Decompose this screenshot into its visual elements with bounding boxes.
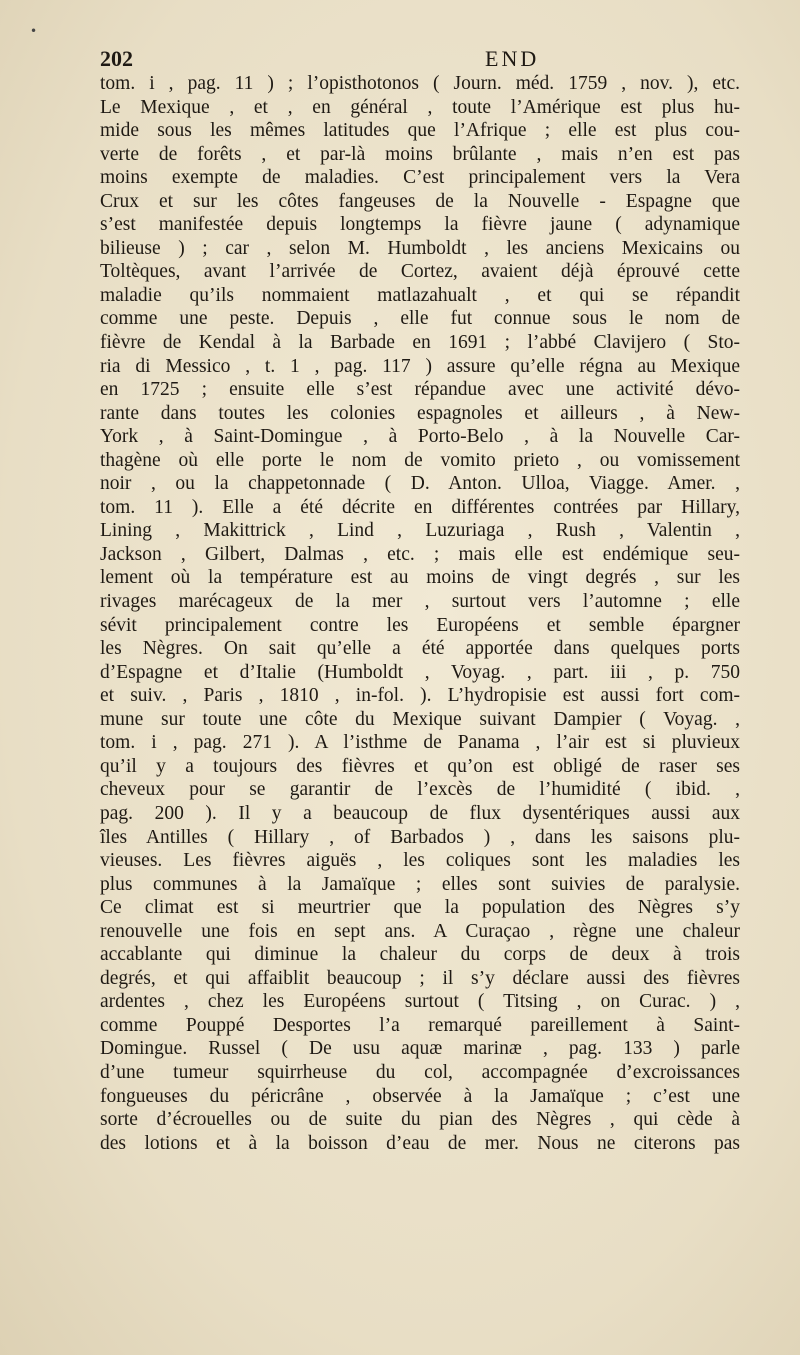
text-line: bilieuse ) ; car , selon M. Humboldt , les anciens Mexicains ou (100, 237, 740, 259)
text-line: Ce climat est si meurtrier que la population des Nègres s’y (100, 897, 740, 919)
text-line: tom. 11 ). Elle a été décrite en différentes contrées par Hillary, (100, 496, 740, 518)
text-line: tom. i , pag. 271 ). A l’isthme de Panama , l’air est si pluvieux (100, 732, 740, 754)
text-line: vieuses. Les fièvres aiguës , les coliques sont les maladies les (100, 850, 740, 872)
text-line: les Nègres. On sait qu’elle a été apportée dans quelques ports (100, 638, 740, 660)
text-line: tom. i , pag. 11 ) ; l’opisthotonos ( Journ. méd. 1759 , nov. ), etc. (100, 73, 740, 94)
text-line: moins exempte de maladies. C’est principalement vers la Vera (100, 167, 740, 189)
text-line: ria di Messico , t. 1 , pag. 117 ) assure qu’elle régna au Mexique (100, 355, 740, 377)
text-line: rante dans toutes les colonies espagnoles et ailleurs , à New- (100, 402, 740, 424)
text-line: et suiv. , Paris , 1810 , in-fol. ). L’hydropisie est aussi fort com- (100, 685, 740, 707)
text-line: mune sur toute une côte du Mexique suivant Dampier ( Voyag. , (100, 708, 740, 730)
text-line: Lining , Makittrick , Lind , Luzuriaga , Rush , Valentin , (100, 520, 740, 542)
text-line: s’est manifestée depuis longtemps la fièvre jaune ( adynamique (100, 214, 740, 236)
ink-speck: • (30, 24, 38, 38)
text-line: Crux et sur les côtes fangeuses de la Nouvelle - Espagne que (100, 190, 740, 212)
text-line: en 1725 ; ensuite elle s’est répandue avec une activité dévo- (100, 379, 740, 401)
text-line: fièvre de Kendal à la Barbade en 1691 ; l’abbé Clavijero ( Sto- (100, 332, 740, 354)
text-line: thagène où elle porte le nom de vomito prieto , ou vomissement (100, 449, 740, 471)
text-line: Jackson , Gilbert, Dalmas , etc. ; mais elle est endémique seu- (100, 543, 740, 565)
text-line: fongueuses du péricrâne , observée à la Jamaïque ; c’est une (100, 1085, 740, 1107)
text-line: d’une tumeur squirrheuse du col, accompagnée d’excroissances (100, 1061, 740, 1083)
text-line: degrés, et qui affaiblit beaucoup ; il s’y déclare aussi des fièvres (100, 967, 740, 989)
text-line: Le Mexique , et , en général , toute l’Amérique est plus hu- (100, 96, 740, 118)
text-line: cheveux pour se garantir de l’excès de l’humidité ( ibid. , (100, 779, 740, 801)
text-line: accablante qui diminue la chaleur du corps de deux à trois (100, 944, 740, 966)
text-line: lement où la température est au moins de vingt degrés , sur les (100, 567, 740, 589)
text-line: noir , ou la chappetonnade ( D. Anton. Ulloa, Viagge. Amer. , (100, 473, 740, 495)
text-line: îles Antilles ( Hillary , of Barbados ) , dans les saisons plu- (100, 826, 740, 848)
text-line: d’Espagne et d’Italie (Humboldt , Voyag. , part. iii , p. 750 (100, 661, 740, 683)
page-number: 202 (100, 46, 133, 71)
text-line: Toltèques, avant l’arrivée de Cortez, avaient déjà éprouvé cette (100, 261, 740, 283)
text-line: pag. 200 ). Il y a beaucoup de flux dysentériques aussi aux (100, 802, 740, 824)
text-line: sévit principalement contre les Européens et semble épargner (100, 614, 740, 636)
text-line: maladie qu’ils nommaient matlazahualt , et qui se répandit (100, 284, 740, 306)
body-text (100, 72, 740, 1155)
running-head-word: END (485, 46, 540, 71)
text-line: ardentes , chez les Européens surtout ( Titsing , on Curac. ) , (100, 991, 740, 1013)
text-line: des lotions et à la boisson d’eau de mer. Nous ne citerons pas (100, 1132, 740, 1154)
text-line: Domingue. Russel ( De usu aquæ marinæ , pag. 133 ) parle (100, 1038, 740, 1060)
text-line: renouvelle une fois en sept ans. A Curaçao , règne une chaleur (100, 920, 740, 942)
text-line: sorte d’écrouelles ou de suite du pian des Nègres , qui cède à (100, 1109, 740, 1131)
text-line: comme Pouppé Desportes l’a remarqué pareillement à Saint- (100, 1014, 740, 1036)
text-line: mide sous les mêmes latitudes que l’Afrique ; elle est plus cou- (100, 120, 740, 142)
text-line: plus communes à la Jamaïque ; elles sont suivies de paralysie. (100, 873, 740, 895)
text-line: comme une peste. Depuis , elle fut connue sous le nom de (100, 308, 740, 330)
text-line: York , à Saint-Domingue , à Porto-Belo , à la Nouvelle Car- (100, 426, 740, 448)
text-line: verte de forêts , et par-là moins brûlante , mais n’en est pas (100, 143, 740, 165)
text-line: rivages marécageux de la mer , surtout vers l’automne ; elle (100, 591, 740, 613)
text-line: qu’il y a toujours des fièvres et qu’on est obligé de raser ses (100, 755, 740, 777)
